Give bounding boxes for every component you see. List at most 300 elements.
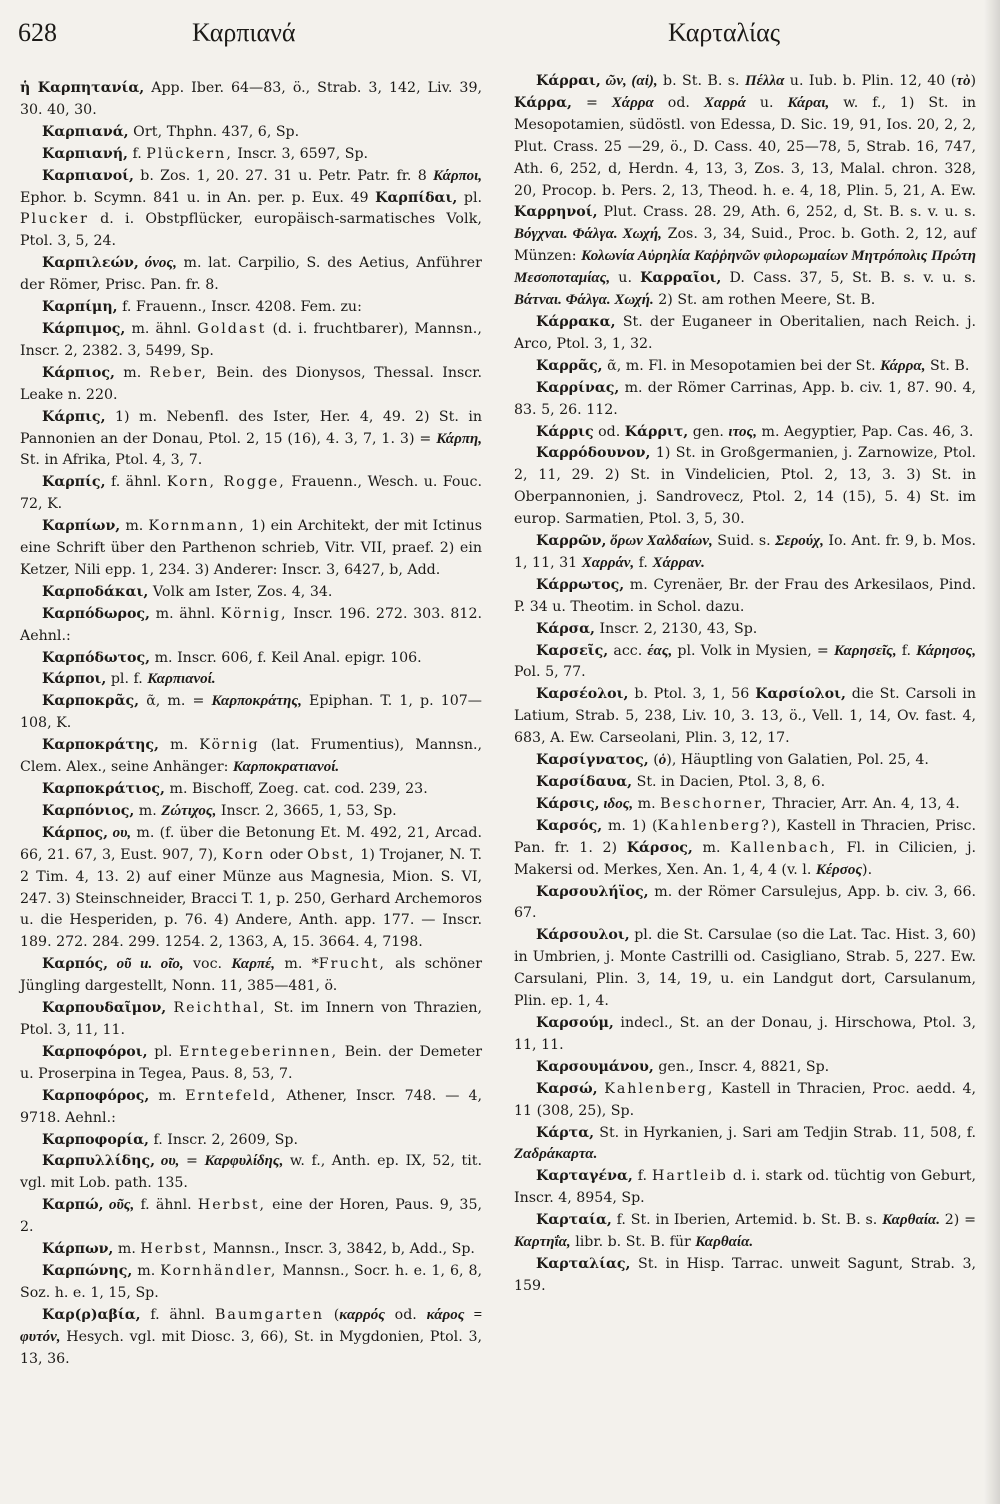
headword: Κάρραι, (536, 73, 601, 89)
dictionary-entry (20, 1305, 482, 1371)
greek-italic-text: Καρθαία. (695, 1234, 754, 1251)
dictionary-entry (20, 166, 482, 254)
headword: Κάρσις, (536, 795, 600, 812)
spaced-gloss: Reber, (149, 364, 208, 381)
greek-italic-text: τὸ (956, 73, 971, 89)
page-header (0, 18, 1000, 58)
body-text: m. ähnl. (125, 320, 198, 337)
dictionary-entry (514, 925, 976, 1013)
body-text: indecl., St. an der Donau, j. Hirschowa, Ptol. 3, 11, 11. (514, 1014, 976, 1053)
dictionary-entry (20, 144, 482, 166)
greek-italic-text: Καρτηΐα, (514, 1234, 571, 1251)
body-text: Wesch. u. Fouc. 72, K. (20, 474, 482, 513)
body-text: d. i. stark od. tüchtig von Geburt, Inscr. 4, 8954, Sp. (514, 1168, 976, 1207)
spaced-gloss: Baumgarten (214, 1306, 324, 1323)
greek-italic-text: κάρος = φυτόν, (20, 1306, 483, 1345)
dictionary-entry (514, 443, 976, 531)
headword: Καρποφορία, (42, 1131, 149, 1148)
body-text: App. Iber. 64—83, ö., Strab. 3, 142, Liv. 39, 30. 40, 30. (20, 80, 482, 118)
body-text: Io. Ant. fr. 9, b. Mos. 1, 11, 31 (514, 533, 977, 571)
dictionary-entry (20, 319, 482, 363)
headword: Καρπώνης, (42, 1262, 133, 1279)
body-text: Inscr. 2, 3665, 1, 53, Sp. (216, 802, 397, 819)
body-text: pl. (457, 189, 483, 206)
greek-italic-text: Πέλλα (744, 73, 785, 89)
greek-italic-text: Καρπιανοί. (147, 671, 216, 688)
headword: Καρσούμ, (536, 1014, 614, 1031)
dictionary-entry (514, 750, 976, 772)
greek-italic-text: Κέρσος (815, 861, 863, 878)
headword: Κάρρωτος, (536, 576, 625, 593)
dictionary-entry (20, 407, 482, 473)
body-text: f. ähnl. (140, 1306, 215, 1323)
headword: Καρρῶν, (536, 533, 607, 550)
body-text: m. (158, 737, 200, 754)
body-text: ᾶ, m. Fl. in Mesopotamien bei der St. (602, 357, 881, 374)
headword: Κάρσος, (626, 839, 693, 856)
greek-italic-text: Ζαδράκαρτα. (514, 1146, 598, 1163)
headword: Καρπός, (42, 956, 109, 973)
body-text: m. (f. über die Betonung Et. M. 492, 21, Arcad. 66, 21. 67, 3, Eust. 907, 7), (20, 824, 482, 863)
greek-italic-text: Χαρράν, (581, 554, 635, 571)
body-text: Plut. Crass. 28. 29, Ath. 6, 252, d, St. B. s. v. u. s. (597, 204, 976, 221)
body-text: als schöner Jüngling dargestellt, Nonn. 11, 385—481, ö. (20, 956, 482, 995)
body-text: 2) = (939, 1212, 977, 1229)
headword: Καρρόδουνον, (536, 445, 651, 462)
greek-italic-text: καρρός (339, 1306, 385, 1323)
body-text: 1) Trojaner, N. T. 2 Tim. 4, 13. 2) auf einer Münze aus Magnesia, Mion. S. VI, 247. 3) Steinschneider, Bracci T. 1, p. 250, Gerhard Archemoros u. die Hesperiden, p. 76. 4) Andere, Anth. app. 177. — Inscr. 189. 272. 284. 299. 1254. 2, 1363, A, 15. 3664. 4, 7198. (20, 846, 482, 951)
body-text: Suid. s. (712, 533, 776, 550)
body-text: u. (745, 94, 788, 111)
spaced-gloss: Beschorner, (660, 795, 768, 812)
body-text: libr. b. St. B. für (570, 1234, 696, 1251)
spaced-gloss: Herbst, (197, 1197, 266, 1214)
fraktur-text: Ort, (128, 123, 163, 140)
body-text: m. Bischoff, Zoeg. cat. cod. 239, 23. (164, 781, 428, 797)
body-text: ( (323, 1306, 340, 1323)
dictionary-entry (514, 619, 976, 641)
greek-italic-text: Καρποκράτης, (211, 693, 302, 710)
headword: ἡ Καρπητανία, (20, 80, 145, 96)
body-text: f. ähnl. (134, 1197, 198, 1214)
greek-italic-text: Καρθαία. (882, 1212, 940, 1229)
body-text: 1) St. in Großgermanien, j. Zarnowize, Ptol. 2, 11, 29. 2) St. in Vindelicien, Ptol. 2, 13, 3. 3) St. in Oberpannonien, j. Sandrovecz, Ptol. 2, 14 (15), 5. 4) St. im europ. Sarmatien, Ptol. 3, 5, 30. (514, 445, 976, 528)
body-text: Epiphan. T. 1, p. 107—108, K. (20, 693, 482, 732)
body-text: St. in Dacien, Ptol. 3, 8, 6. (632, 774, 826, 790)
page-number: 628 (18, 18, 57, 47)
body-text: Bein. der Demeter u. Proserpina in Tegea, Paus. 8, 53, 7. (20, 1043, 482, 1082)
dictionary-entry (514, 531, 976, 575)
dictionary-entry (514, 1166, 976, 1210)
body-text: m. Cyrenäer, Br. der Frau des Arkesilaos, Pind. P. 34 u. Theotim. in Schol. dazu. (514, 576, 976, 615)
dictionary-entry (20, 472, 482, 516)
dictionary-entry (514, 575, 976, 619)
headword: Καρρηνοί, (514, 204, 598, 221)
body-text: Mannsn., Socr. h. e. 1, 6, 8, Soz. h. e. 1, 15, Sp. (20, 1262, 482, 1301)
headword: Καρσίδαυα, (536, 774, 633, 790)
headword: Καρποκράτιος, (42, 781, 165, 797)
dictionary-entry (20, 516, 482, 582)
headword: Καρ(ρ)αβία, (42, 1306, 141, 1323)
body-text: Inscr. 2, 2382. 3, 5499, Sp. (20, 342, 214, 359)
headword: Κάρριτ, (624, 423, 689, 440)
body-text: Inscr. 3, 6597, Sp. (232, 145, 369, 162)
spaced-gloss: Kahlenberg, (604, 1080, 715, 1097)
dictionary-entry (514, 882, 976, 926)
greek-italic-text: Χάρραν. (652, 554, 705, 571)
body-text: Zos. 4, 34. (252, 583, 333, 600)
spaced-gloss: Erntegeberinnen, (179, 1043, 339, 1060)
body-text: m. (134, 802, 162, 819)
body-text: u. Iub. b. Plin. 12, 40 ( (784, 73, 957, 89)
greek-italic-text: Καρφυλίδης, (204, 1153, 284, 1170)
dictionary-entry (514, 422, 976, 444)
headword: Καρρίνας, (536, 379, 620, 396)
spaced-gloss: Hartleib (652, 1168, 728, 1185)
headword: Καρταγένα, (536, 1168, 633, 1185)
greek-italic-text: ου, (108, 824, 132, 841)
greek-italic-text: Χάρρα (611, 94, 654, 111)
spaced-gloss: Körnig (199, 737, 260, 754)
body-text: St. der Euganeer in Oberitalien, nach Reich. j. Arco, Ptol. 3, 1, 32. (514, 313, 976, 352)
headword: Καρσίολοι, (755, 686, 846, 703)
spaced-gloss: Goldast (197, 320, 267, 337)
headword: Κάρρα, (514, 94, 572, 111)
headword: Καρποφόροι, (42, 1043, 148, 1060)
dictionary-entry (514, 71, 976, 312)
dictionary-entry (20, 122, 482, 144)
fraktur-text: (d. i. fruchtbarer), Mannsn., (266, 320, 482, 337)
headword: Καρπιλεών, (42, 255, 139, 272)
body-text: od. (593, 423, 625, 440)
body-text: 2) St. am rothen Meere, St. B. (653, 292, 876, 309)
dictionary-entry (20, 604, 482, 648)
body-text: Ephor. b. Scymn. 841 u. in An. per. p. Eux. 49 (20, 189, 376, 206)
headword: Καρπιανά, (42, 123, 129, 140)
dictionary-entry (20, 1151, 482, 1195)
headword: Καρσώ, (536, 1080, 598, 1097)
dictionary-entry (514, 1013, 976, 1057)
dictionary-entry (20, 691, 482, 735)
body-text: pl. die St. Carsulae (so die Lat. Tac. Hist. 3, 60) in Umbrien, j. Monte Castrilli od. Casigliano, Strab. 5, 227. Ew. Carsulani, Plin. 3, 14, 19, u. ein Landgut dort, Carsulanum, Plin. ep. 1, 4. (514, 927, 976, 1010)
headword: Καρσός, (536, 817, 603, 834)
body-text: St. in Hisp. Tarrac. unweit Sagunt, Strab. 3, 159. (514, 1255, 976, 1294)
body-text: f. ähnl. (105, 474, 167, 491)
headword: Κάρσουλοι, (536, 927, 630, 944)
body-text: Ptol. 3, 5, 24. (20, 233, 117, 250)
headword: Καρπόνιος, (42, 802, 135, 819)
body-text: D. Cass. 37, 5, St. B. s. v. u. s. (721, 270, 976, 287)
body-text: f. (117, 299, 136, 316)
greek-italic-text: Βόγχναι. Φάλγα. Χωχή, (514, 226, 662, 243)
headword: Κάρπις, (42, 408, 106, 425)
greek-italic-text: Χαρρά (703, 94, 746, 111)
body-text: m. Inscr. 606, f. Keil Anal. epigr. 106. (150, 649, 422, 666)
body-text: Her. 4, 49. 2) St. in Pannonien an der Donau, Ptol. 2, 15 (16), 4. 3, 7, 1. 3) = (20, 408, 483, 447)
dictionary-entry (514, 816, 976, 882)
body-text: Fl. in Cilicien, j. Makersi od. Merkes, Xen. An. 1, 4, 4 (v. l. (514, 839, 977, 878)
dictionary-entry (514, 1210, 976, 1254)
headword: Καρπίμη, (42, 299, 118, 316)
body-text: St. in Afrika, Ptol. 4, 3, 7. (20, 452, 203, 469)
headword: Καρπόδωρος, (42, 605, 150, 622)
greek-italic-text: Κολωνία Αὐρηλία Καῤῥηνῶν φιλορωμαίων Μητρόπολις Πρώτη Μεσοποταμίας, (514, 248, 976, 287)
headword: Καρπώ, (42, 1197, 104, 1214)
greek-italic-text: ου, (155, 1153, 180, 1170)
dictionary-entry (20, 779, 482, 801)
fraktur-text: Volk am Ister, (148, 583, 253, 600)
dictionary-entry (20, 735, 482, 779)
spaced-gloss: Kornhändler, (160, 1262, 278, 1279)
headword: Καρσέολοι, (536, 686, 629, 703)
headword: Κάρρις (536, 423, 594, 440)
fraktur-text: S. des Aetius, Anführer der Römer, (20, 255, 482, 294)
headword: Κάρπος, (42, 824, 109, 841)
greek-italic-text: Ζώτιχος, (161, 802, 217, 819)
headword: Καρποδάκαι, (42, 583, 149, 600)
headword: Καρπίς, (42, 474, 106, 491)
fraktur-text: Nebenfl. des Ister, (166, 408, 311, 425)
body-text: Hesych. vgl. mit Diosc. 3, 66), St. in Mygdonien, Ptol. 3, 13, 36. (20, 1328, 482, 1367)
dictionary-entry (514, 1254, 976, 1298)
body-text: pl. f. (106, 671, 148, 688)
dictionary-entry (20, 1261, 482, 1305)
headword: Κάρπιος, (42, 364, 115, 381)
body-text: od. (384, 1306, 427, 1323)
greek-italic-text: όνος, (138, 255, 177, 272)
body-text: b. St. B. s. (657, 73, 745, 89)
headword: Κάρρακα, (536, 313, 616, 330)
body-text: m. * (275, 956, 319, 973)
greek-italic-text: Κάραι, (787, 94, 830, 111)
headword: Καρσουλήϊος, (536, 883, 649, 900)
dictionary-entry (20, 823, 482, 954)
fraktur-text: Frauenn., (285, 474, 363, 491)
dictionary-entry (20, 297, 482, 319)
headword: Καρραῖοι, (640, 270, 722, 287)
body-text: m. (149, 1087, 186, 1104)
body-text: f. (896, 642, 917, 659)
body-text: Thracier, Arr. An. 4, 13, 4. (767, 795, 960, 812)
body-text: St. B. (925, 357, 970, 374)
body-text: Inscr. 4208. Fem. zu: (206, 299, 362, 316)
greek-italic-text: Καρησεῖς, (833, 642, 897, 659)
headword: Κάρπων, (42, 1241, 114, 1258)
dictionary-entry (20, 801, 482, 823)
body-text: = (571, 94, 612, 111)
left-column (20, 78, 482, 1370)
body-text: gen. (688, 423, 729, 440)
body-text: m. (692, 839, 731, 856)
spaced-gloss: Herbst, (140, 1241, 209, 1258)
body-text: f. Inscr. 2, 2609, Sp. (149, 1131, 298, 1148)
body-text: m. 1) ( (602, 817, 658, 834)
headword: Καρποκρᾶς, (42, 693, 140, 710)
body-text: f. (127, 145, 147, 162)
greek-italic-text: Κάρποι, (433, 167, 482, 184)
spaced-gloss: Kallenbach, (730, 839, 837, 856)
greek-italic-text: οῦς, (103, 1197, 135, 1214)
body-text: (lat. Frumentius), Mannsn., Clem. Alex., seine Anhänger: (20, 737, 483, 776)
dictionary-entry (20, 669, 482, 691)
dictionary-entry (20, 648, 482, 670)
headword: Καρποφόρος, (42, 1087, 150, 1104)
greek-italic-text: Καρπέ, (231, 956, 276, 973)
body-text: f. St. in Iberien, Artemid. b. St. B. s. (611, 1212, 883, 1229)
headword: Καρσουμάνου, (536, 1058, 654, 1075)
spaced-gloss: Körnig, (220, 605, 288, 622)
body-text: pl. (147, 1043, 180, 1060)
spaced-gloss: Korn, Rogge, (166, 474, 286, 491)
spaced-gloss: Plucker (20, 211, 89, 228)
greek-italic-text: ιτος, (728, 423, 757, 440)
body-text: od. (653, 94, 704, 111)
headword: Καρπουδαῖμον, (42, 1000, 167, 1017)
dictionary-entry (514, 378, 976, 422)
fraktur-text: Frauenn., (135, 299, 207, 316)
body-text: pl. Volk in Mysien, = (672, 642, 834, 659)
body-text: Thphn. 437, 6, Sp. (162, 123, 300, 140)
headword: Καρταλίας, (536, 1255, 631, 1272)
spaced-gloss: Kahlenberg? (657, 817, 771, 834)
dictionary-entry (514, 772, 976, 794)
body-text: f. (634, 554, 653, 571)
dictionary-entry (514, 1123, 976, 1167)
spaced-gloss: Obst, (307, 846, 356, 863)
left-catchword: Καρπιανά (192, 18, 296, 47)
headword: Κάρπιμος, (42, 320, 126, 337)
dictionary-entry (514, 1057, 976, 1079)
body-text: Prisc. Pan. fr. 8. (100, 277, 219, 294)
dictionary-entry (20, 954, 482, 998)
dictionary-entry (514, 356, 976, 378)
body-text: ) (970, 73, 976, 89)
headword: Καρπιανοί, (42, 167, 134, 184)
greek-italic-text: Βάτναι. Φάλγα. Χωχή. (514, 292, 654, 309)
body-text: = (179, 1153, 205, 1170)
greek-italic-text: ὅρων Χαλδαίων, (606, 533, 713, 550)
body-text: b. Ptol. 3, 1, 56 (628, 686, 756, 703)
headword: Καρσίγνατος, (536, 752, 649, 769)
greek-italic-text: Κάρρα, (880, 357, 926, 374)
body-text: f. (632, 1168, 652, 1185)
body-text: Mannsn., Inscr. 3, 3842, b, Add., Sp. (208, 1241, 475, 1258)
body-text: ), Häuptling von Galatien, Pol. 25, 4. (666, 752, 929, 769)
headword: Καρπόδωτος, (42, 649, 151, 666)
body-text: m. Aegyptier, Pap. Cas. 46, 3. (756, 423, 974, 440)
body-text: w. f., 1) St. in Mesopotamien, südöstl. von Edessa, D. Sic. 19, 91, Ios. 20, 2, 2, Plut. Crass. 25 —29, ö., D. Cass. 40, 25—78, 5, Strab. 16, 747, Ath. 6, 252, d, Herdn. 4, 13, 3, Zos. 3, 13, Malal. chron. 328, 20, Procop. b. Pers. 2, 13, Theod. h. e. 4, 18, Plin. 5, 21, A. Ew. (514, 94, 976, 199)
greek-italic-text: Κάρησος, (916, 642, 976, 659)
greek-italic-text: ὁ (658, 752, 667, 769)
body-text: gen., Inscr. 4, 8821, Sp. (653, 1058, 830, 1075)
spaced-gloss: Korn (222, 846, 265, 863)
body-text: Kastell in Thracien, Proc. aedd. 4, 11 (308, 25), Sp. (514, 1080, 976, 1119)
spaced-gloss: Reichthal, (173, 1000, 267, 1017)
body-text: m. lat. Carpilio, (176, 255, 307, 272)
body-text: m. (132, 1262, 161, 1279)
headword: Καρπυλλίδης, (42, 1153, 156, 1170)
headword: Καρποκράτης, (42, 737, 159, 754)
dictionary-entry (20, 1195, 482, 1239)
spaced-gloss: Plückern, (146, 145, 233, 162)
right-column (514, 71, 976, 1298)
greek-italic-text: έας, (647, 642, 673, 659)
body-text: Athener, Inscr. 748. — 4, 9718. Aehnl.: (20, 1087, 483, 1126)
headword: Καρπίων, (42, 518, 121, 535)
dictionary-entry (20, 1086, 482, 1130)
body-text: Inscr. 2, 2130, 43, Sp. (595, 620, 758, 637)
body-text: ), Kastell in Thracien, Prisc. Pan. fr. 1. 2) (514, 817, 976, 856)
body-text: voc. (183, 956, 232, 973)
greek-italic-text: ῶν, (αἱ), (600, 73, 658, 89)
body-text: Inscr. 196. 272. 303. 812. Aehnl.: (20, 605, 482, 644)
dictionary-entry (20, 1239, 482, 1261)
dictionary-entry (20, 1130, 482, 1152)
body-text: 1) m. (105, 408, 167, 425)
greek-italic-text: οῦ u. οῖο, (108, 956, 184, 973)
headword: Καρρᾶς, (536, 357, 603, 374)
headword: Καρταία, (536, 1212, 612, 1229)
dictionary-entry (514, 794, 976, 816)
dictionary-entry (20, 1042, 482, 1086)
body-text: m. (114, 364, 150, 381)
dictionary-entry (514, 1079, 976, 1123)
headword: Καρπίδαι, (375, 189, 458, 206)
body-text: St. im Innern von Thrazien, Ptol. 3, 11, 11. (20, 1000, 482, 1038)
greek-italic-text: Σερούχ, (775, 533, 824, 550)
greek-italic-text: Καρποκρατιανοί. (232, 759, 340, 776)
dictionary-entry (20, 253, 482, 297)
body-text: m. (120, 518, 149, 535)
body-text: m. der Römer Carsulejus, App. b. civ. 3, 66. 67. (514, 883, 976, 922)
body-text: acc. (608, 642, 648, 659)
body-text: Inscr. Leake n. 220. (20, 364, 482, 403)
dictionary-entry (20, 998, 482, 1042)
body-text: eine der Horen, Paus. 9, 35, 2. (20, 1197, 482, 1236)
body-text: u. (610, 270, 641, 287)
body-text: b. Zos. 1, 20. 27. 31 u. Petr. Patr. fr. 8 (133, 167, 434, 184)
spaced-gloss: Erntefeld, (185, 1087, 278, 1104)
body-text: 1) ein Architekt, der mit Ictinus eine Schrift über den Parthenon schrieb, Vitr. VII, praef. 2) ein Ketzer, Nili epp. 1, 234. 3) Anderer: Inscr. 3, 6427, b, Add. (20, 518, 482, 578)
headword: Κάρτα, (536, 1124, 595, 1141)
body-text: m. ähnl. (149, 605, 221, 622)
body-text: ( (648, 752, 659, 769)
dictionary-entry (514, 312, 976, 356)
fraktur-text: d. i. Obstpflücker, europäisch-sarmatisches Volk, (88, 211, 482, 228)
body-text: w. f., Anth. ep. IX, 52, tit. vgl. mit Lob. path. 135. (20, 1153, 482, 1192)
fraktur-text: Bein. des Dionysos, Thessal. (207, 364, 434, 381)
body-text: m. der Römer Carrinas, App. b. civ. 1, 87. 90. 4, 83. 5, 26. 112. (514, 379, 976, 418)
dictionary-entry (514, 641, 976, 685)
body-text: ᾶ, m. = (139, 693, 212, 710)
headword: Κάρποι, (42, 671, 107, 688)
right-catchword: Καρταλίας (668, 18, 780, 47)
greek-italic-text: Κάρπη, (436, 430, 482, 447)
spaced-gloss: Frucht, (318, 956, 386, 973)
dictionary-entry (20, 582, 482, 604)
body-text: m. (633, 795, 661, 812)
body-text: Zos. 3, 34, Suid., Proc. b. Goth. 2, 12, auf Münzen: (514, 226, 976, 265)
spaced-gloss: Kornmann, (148, 518, 246, 535)
dictionary-entry (20, 78, 482, 122)
page-edge-shadow (984, 0, 1000, 1504)
headword: Καρπιανή, (42, 145, 128, 162)
greek-italic-text: ιδος, (599, 795, 634, 812)
body-text: oder (264, 846, 308, 863)
body-text: St. in Hyrkanien, j. Sari am Tedjin Strab. 11, 508, f. (594, 1124, 976, 1141)
dictionary-entry (514, 684, 976, 750)
headword: Κάρσα, (536, 620, 596, 637)
